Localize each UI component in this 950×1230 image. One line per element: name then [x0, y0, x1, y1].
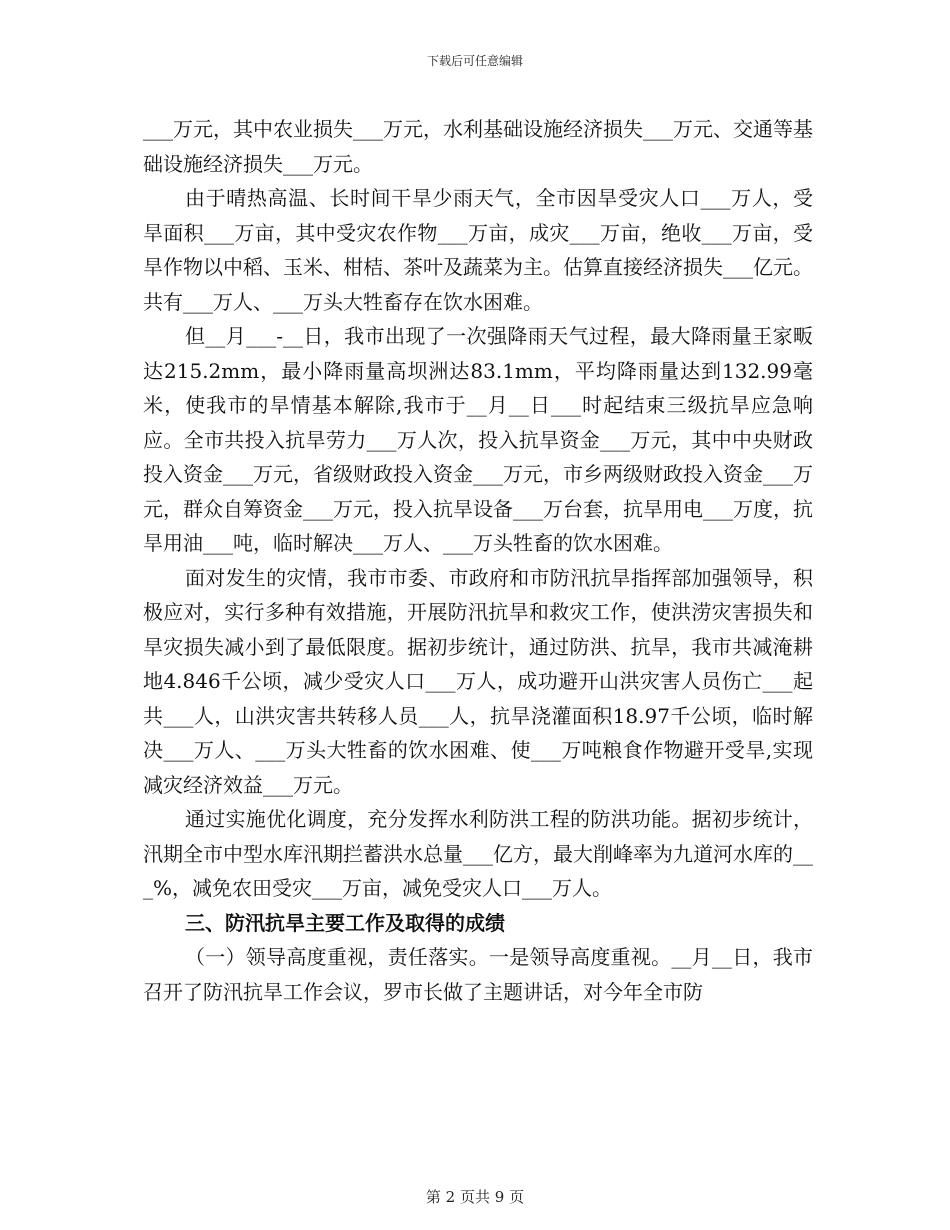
document-body — [143, 112, 813, 1009]
paragraph-6: （一）领导高度重视，责任落实。一是领导高度重视。__月__日，我市召开了防汛抗旱工作会议，罗市长做了主题讲话，对今年全市防 — [143, 945, 813, 1004]
paragraph-2: 由于晴热高温、长时间干旱少雨天气，全市因旱受灾人口___万人，受旱面积___万亩，其中受灾农作物___万亩，成灾___万亩，绝收___万亩，受旱作物以中稻、玉米、柑桔、茶叶及蔬菜为主。估算直接经济损失___亿元。共有___万人、___万头大牲畜存在饮水困难。 — [143, 186, 813, 314]
paragraph-5: 通过实施优化调度，充分发挥水利防洪工程的防洪功能。据初步统计，汛期全市中型水库汛期拦蓄洪水总量___亿方，最大削峰率为九道河水库的___%，减免农田受灾___万亩，减免受灾人口___万人。 — [143, 807, 813, 900]
page-number: 第 2 页共 9 页 — [425, 1188, 525, 1206]
paragraph-1: ___万元，其中农业损失___万元，水利基础设施经济损失___万元、交通等基础设施经济损失___万元。 — [143, 117, 813, 176]
section-heading: 三、防汛抗旱主要工作及取得的成绩 — [185, 910, 505, 935]
page-header: 下载后可任意编辑 — [426, 54, 523, 68]
paragraph-4: 面对发生的灾情，我市市委、市政府和市防汛抗旱指挥部加强领导，积极应对，实行多种有效措施，开展防汛抗旱和救灾工作，使洪涝灾害损失和旱灾损失减小到了最低限度。据初步统计，通过防洪、抗旱，我市共减淹耕地4.846千公顷，减少受灾人口___万人，成功避开山洪灾害人员伤亡___起共___人，山洪灾害共转移人员___人，抗旱浇灌面积18.97千公顷，临时解决___万人、___万头大牲畜的饮水困难、使___万吨粮食作物避开受旱,实现减灾经济效益___万元。 — [143, 565, 813, 797]
paragraph-3: 但__月___-__日，我市出现了一次强降雨天气过程，最大降雨量王家畈达215.2mm，最小降雨量高坝洲达83.1mm，平均降雨量达到132.99毫米，使我市的旱情基本解除,我市于__月__日___时起结束三级抗旱应急响应。全市共投入抗旱劳力___万人次，投入抗旱资金___万元，其中中央财政投入资金___万元，省级财政投入资金___万元，市乡两级财政投入资金___万元，群众自筹资金___万元，投入抗旱设备___万台套，抗旱用电___万度，抗旱用油___吨，临时解决___万人、___万头牲畜的饮水困难。 — [143, 324, 813, 555]
